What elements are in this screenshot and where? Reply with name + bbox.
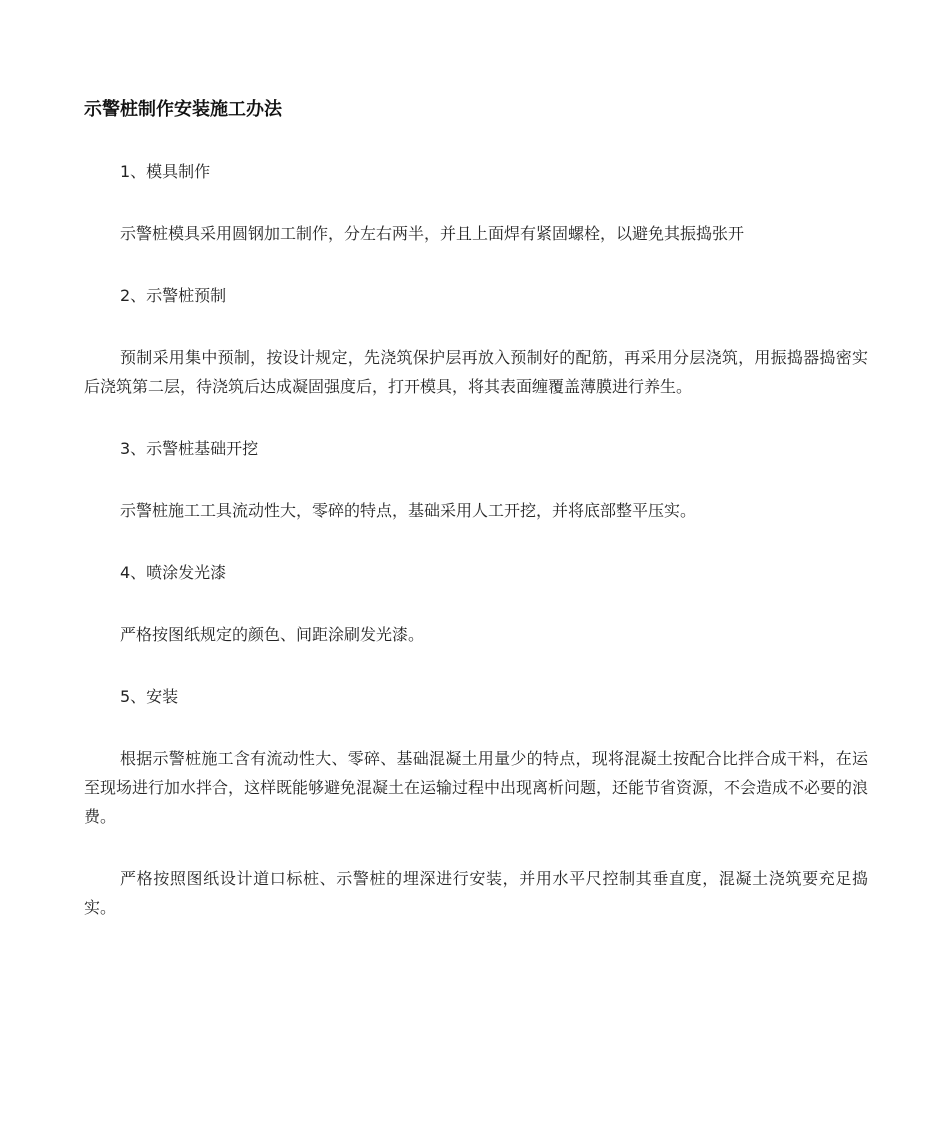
section-heading-1: 1、模具制作	[120, 162, 211, 181]
section-paragraph: 根据示警桩施工含有流动性大、零碎、基础混凝土用量少的特点，现将混凝土按配合比拌合成干料，在运至现场进行加水拌合，这样既能够避免混凝土在运输过程中出现离析问题，还能节省资源，不会造成不必要的浪费。	[84, 749, 869, 826]
document-page	[84, 96, 868, 955]
section-heading-3: 3、示警桩基础开挖	[120, 439, 259, 458]
section-paragraph: 严格按照图纸设计道口标桩、示警桩的埋深进行安装，并用水平尺控制其垂直度，混凝土浇筑要充足捣实。	[84, 869, 868, 917]
section-heading-4: 4、喷涂发光漆	[120, 563, 227, 582]
section-heading-5: 5、安装	[120, 687, 179, 706]
section-heading-2: 2、示警桩预制	[120, 286, 227, 305]
section-paragraph: 示警桩模具采用圆钢加工制作，分左右两半，并且上面焊有紧固螺栓，以避免其振捣张开	[120, 224, 745, 243]
document-title: 示警桩制作安装施工办法	[84, 99, 282, 120]
section-paragraph: 预制采用集中预制，按设计规定，先浇筑保护层再放入预制好的配筋，再采用分层浇筑，用振捣器捣密实后浇筑第二层，待浇筑后达成凝固强度后，打开模具，将其表面缠覆盖薄膜进行养生。	[84, 348, 868, 396]
section-paragraph: 示警桩施工工具流动性大，零碎的特点，基础采用人工开挖，并将底部整平压实。	[120, 501, 697, 520]
section-paragraph: 严格按图纸规定的颜色、间距涂刷发光漆。	[120, 625, 425, 644]
